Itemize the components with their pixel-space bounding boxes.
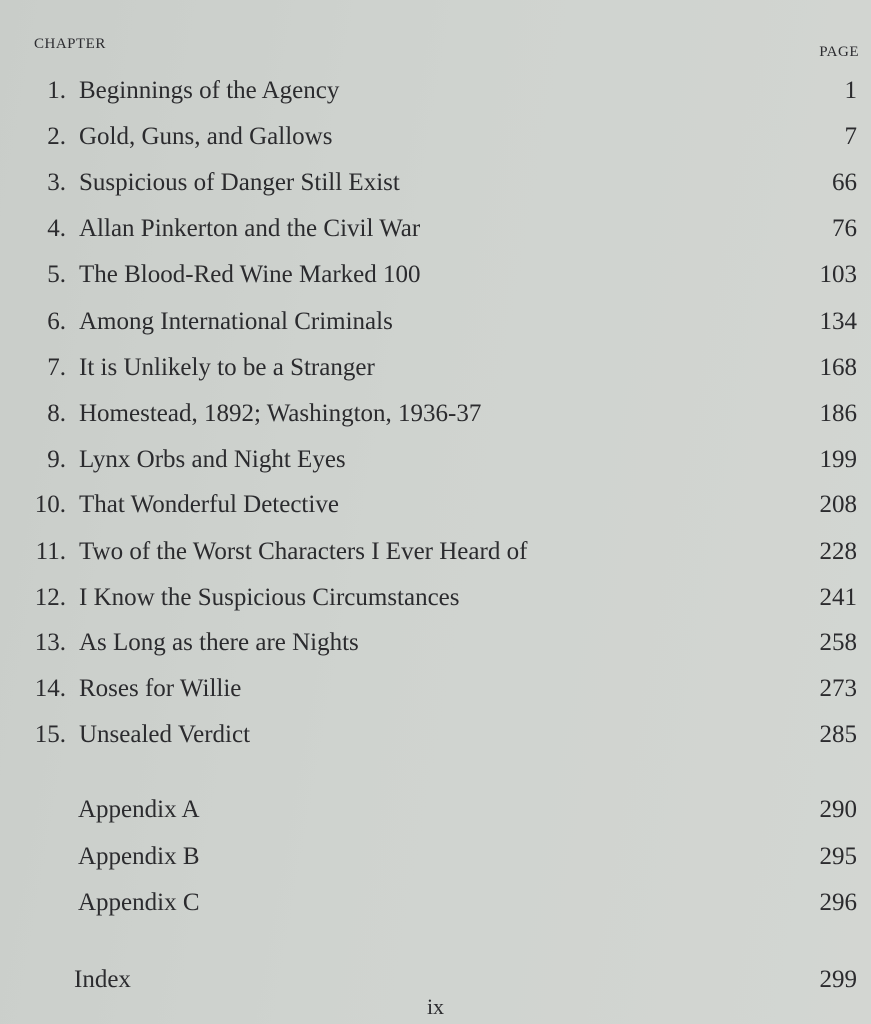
appendix-page-number: 296 [819,889,857,916]
chapter-number: 12. [34,584,66,611]
chapter-title: It is Unlikely to be a Stranger [79,354,375,381]
index-title: Index [74,966,131,993]
toc-entry[interactable] [0,625,871,661]
chapter-title: Unsealed Verdict [79,721,251,748]
chapter-page-number: 241 [819,584,857,611]
toc-entry[interactable] [0,119,871,155]
chapter-number: 9. [47,446,66,473]
chapter-page-number: 285 [819,721,857,748]
toc-entry[interactable] [0,304,871,340]
chapter-number: 7. [47,354,66,381]
chapter-title: Suspicious of Danger Still Exist [79,169,400,196]
chapter-column-header: CHAPTER [34,36,106,52]
appendix-entry[interactable] [0,839,871,875]
chapter-page-number: 134 [819,308,857,335]
index-entry[interactable] [0,962,871,998]
chapter-number: 6. [47,308,66,335]
chapter-number: 5. [47,261,66,288]
toc-entry[interactable] [0,165,871,201]
page-column-header: PAGE [819,44,859,60]
chapter-page-number: 66 [832,169,857,196]
appendix-title: Appendix A [78,796,200,823]
chapter-title: I Know the Suspicious Circumstances [79,584,460,611]
chapter-number: 15. [34,721,66,748]
chapter-page-number: 168 [819,354,857,381]
chapter-number: 3. [47,169,66,196]
chapter-title: Allan Pinkerton and the Civil War [79,215,421,242]
chapter-page-number: 199 [819,446,857,473]
chapter-title: Two of the Worst Characters I Ever Heard of [79,538,528,565]
appendix-title: Appendix C [78,889,200,916]
chapter-number: 11. [35,538,66,565]
chapter-page-number: 76 [832,215,857,242]
chapter-title: That Wonderful Detective [79,491,339,518]
index-page-number: 299 [819,966,857,993]
appendix-page-number: 295 [819,843,857,870]
chapter-number: 14. [34,675,66,702]
chapter-page-number: 228 [819,538,857,565]
chapter-number: 2. [47,123,66,150]
toc-entry[interactable] [0,534,871,570]
chapter-number: 13. [34,629,66,656]
chapter-page-number: 186 [819,400,857,427]
toc-entry[interactable] [0,442,871,478]
chapter-title: Beginnings of the Agency [79,77,340,104]
chapter-page-number: 103 [819,261,857,288]
chapter-title: As Long as there are Nights [79,629,359,656]
toc-entry[interactable] [0,396,871,432]
chapter-number: 4. [47,215,66,242]
chapter-title: Lynx Orbs and Night Eyes [79,446,346,473]
chapter-page-number: 258 [819,629,857,656]
chapter-page-number: 273 [819,675,857,702]
chapter-number: 1. [47,77,66,104]
chapter-title: Among International Criminals [79,308,393,335]
chapter-number: 8. [47,400,66,427]
chapter-title: The Blood-Red Wine Marked 100 [79,261,421,288]
chapter-page-number: 208 [819,491,857,518]
chapter-page-number: 1 [844,77,857,104]
appendix-entry[interactable] [0,792,871,828]
toc-entry[interactable] [0,580,871,616]
toc-entry[interactable] [0,211,871,247]
appendix-title: Appendix B [78,843,200,870]
toc-entry[interactable] [0,487,871,523]
chapter-title: Roses for Willie [79,675,242,702]
chapter-page-number: 7 [844,123,857,150]
toc-entry[interactable] [0,350,871,386]
appendix-page-number: 290 [819,796,857,823]
toc-entry[interactable] [0,671,871,707]
appendix-entry[interactable] [0,885,871,921]
toc-entry[interactable] [0,717,871,753]
toc-entry[interactable] [0,73,871,109]
toc-entry[interactable] [0,257,871,293]
chapter-title: Gold, Guns, and Gallows [79,123,333,150]
chapter-title: Homestead, 1892; Washington, 1936-37 [79,400,482,427]
chapter-number: 10. [34,491,66,518]
page-folio: ix [426,994,445,1019]
